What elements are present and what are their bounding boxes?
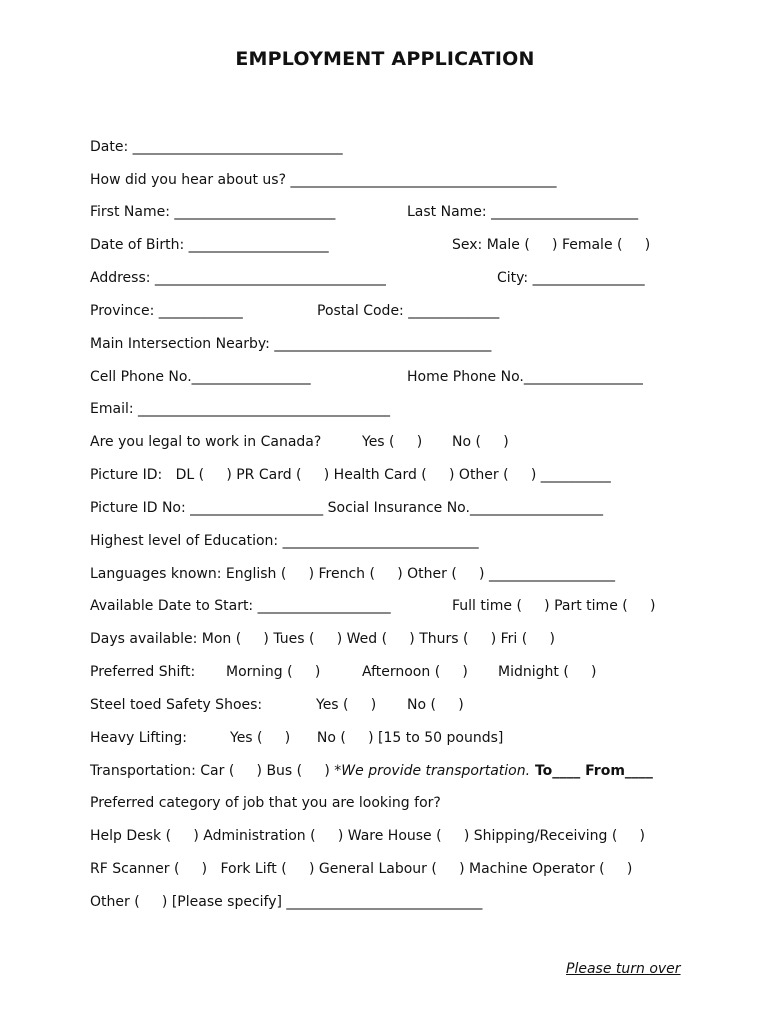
shift-morning[interactable]: Morning ( ) [226,664,321,680]
dob-row [0,237,770,257]
first-name-field[interactable]: First Name: _______________________ [90,204,336,220]
shift-afternoon[interactable]: Afternoon ( ) [362,664,468,680]
turn-over-note: Please turn over [566,961,681,977]
shoes-label: Steel toed Safety Shoes: [90,697,263,713]
lifting-label: Heavy Lifting: [90,730,187,746]
dob-field[interactable]: Date of Birth: ____________________ [90,237,329,253]
fulltime-options[interactable]: Full time ( ) Part time ( ) [452,598,656,614]
hear-about-field[interactable]: How did you hear about us? ______________________________________ [90,172,557,188]
category-question: Preferred category of job that you are looking for? [90,795,441,811]
days-options[interactable]: Days available: Mon ( ) Tues ( ) Wed ( ) Thurs ( ) Fri ( ) [90,631,555,647]
legal-work-yes[interactable]: Yes ( ) [362,434,423,450]
cell-phone-field[interactable]: Cell Phone No._________________ [90,369,311,385]
category-question-row [0,795,770,815]
category-other-row [0,894,770,914]
transport-to-from[interactable]: To____ From____ [530,763,653,779]
transport-row [0,763,770,783]
shoes-no[interactable]: No ( ) [407,697,464,713]
legal-work-row [0,434,770,454]
intersection-row [0,336,770,356]
days-row [0,631,770,651]
shift-row [0,664,770,684]
category-row-1 [0,828,770,848]
last-name-field[interactable]: Last Name: _____________________ [407,204,639,220]
shoes-yes[interactable]: Yes ( ) [316,697,377,713]
home-phone-field[interactable]: Home Phone No._________________ [407,369,643,385]
education-row [0,533,770,553]
name-row [0,204,770,224]
picture-id-no-field[interactable]: Picture ID No: ___________________ Social Insurance No.___________________ [90,500,603,516]
date-row [0,139,770,159]
legal-work-question: Are you legal to work in Canada? [90,434,322,450]
transport-options[interactable]: Transportation: Car ( ) Bus ( ) [90,763,335,779]
languages-row [0,566,770,586]
phone-row [0,369,770,389]
hear-about-row [0,172,770,192]
shift-midnight[interactable]: Midnight ( ) [498,664,597,680]
lifting-options[interactable]: Yes ( ) No ( ) [15 to 50 pounds] [230,730,504,746]
education-field[interactable]: Highest level of Education: ____________________________ [90,533,479,549]
lifting-row [0,730,770,750]
address-field[interactable]: Address: _________________________________ [90,270,386,286]
picture-id-options[interactable]: Picture ID: DL ( ) PR Card ( ) Health Card ( ) Other ( ) __________ [90,467,611,483]
picture-id-no-row [0,500,770,520]
page-title: EMPLOYMENT APPLICATION [235,48,535,70]
email-row [0,401,770,421]
shoes-row [0,697,770,717]
legal-work-no[interactable]: No ( ) [452,434,509,450]
intersection-field[interactable]: Main Intersection Nearby: _______________________________ [90,336,492,352]
province-field[interactable]: Province: ____________ [90,303,243,319]
available-date-row [0,598,770,618]
category-other-field[interactable]: Other ( ) [Please specify] ____________________________ [90,894,483,910]
email-field[interactable]: Email: ____________________________________ [90,401,391,417]
category-options-1[interactable]: Help Desk ( ) Administration ( ) Ware House ( ) Shipping/Receiving ( ) [90,828,646,844]
transport-note: *We provide transportation. [334,763,531,779]
province-row [0,303,770,323]
city-field[interactable]: City: ________________ [497,270,645,286]
languages-options[interactable]: Languages known: English ( ) French ( ) Other ( ) __________________ [90,566,615,582]
date-field[interactable]: Date: ______________________________ [90,139,343,155]
transport-line [90,763,653,779]
address-row [0,270,770,290]
sex-options[interactable]: Sex: Male ( ) Female ( ) [452,237,651,253]
postal-code-field[interactable]: Postal Code: _____________ [317,303,500,319]
available-date-field[interactable]: Available Date to Start: ___________________ [90,598,391,614]
shift-label: Preferred Shift: [90,664,196,680]
category-options-2[interactable]: RF Scanner ( ) Fork Lift ( ) General Labour ( ) Machine Operator ( ) [90,861,633,877]
picture-id-row [0,467,770,487]
category-row-2 [0,861,770,881]
